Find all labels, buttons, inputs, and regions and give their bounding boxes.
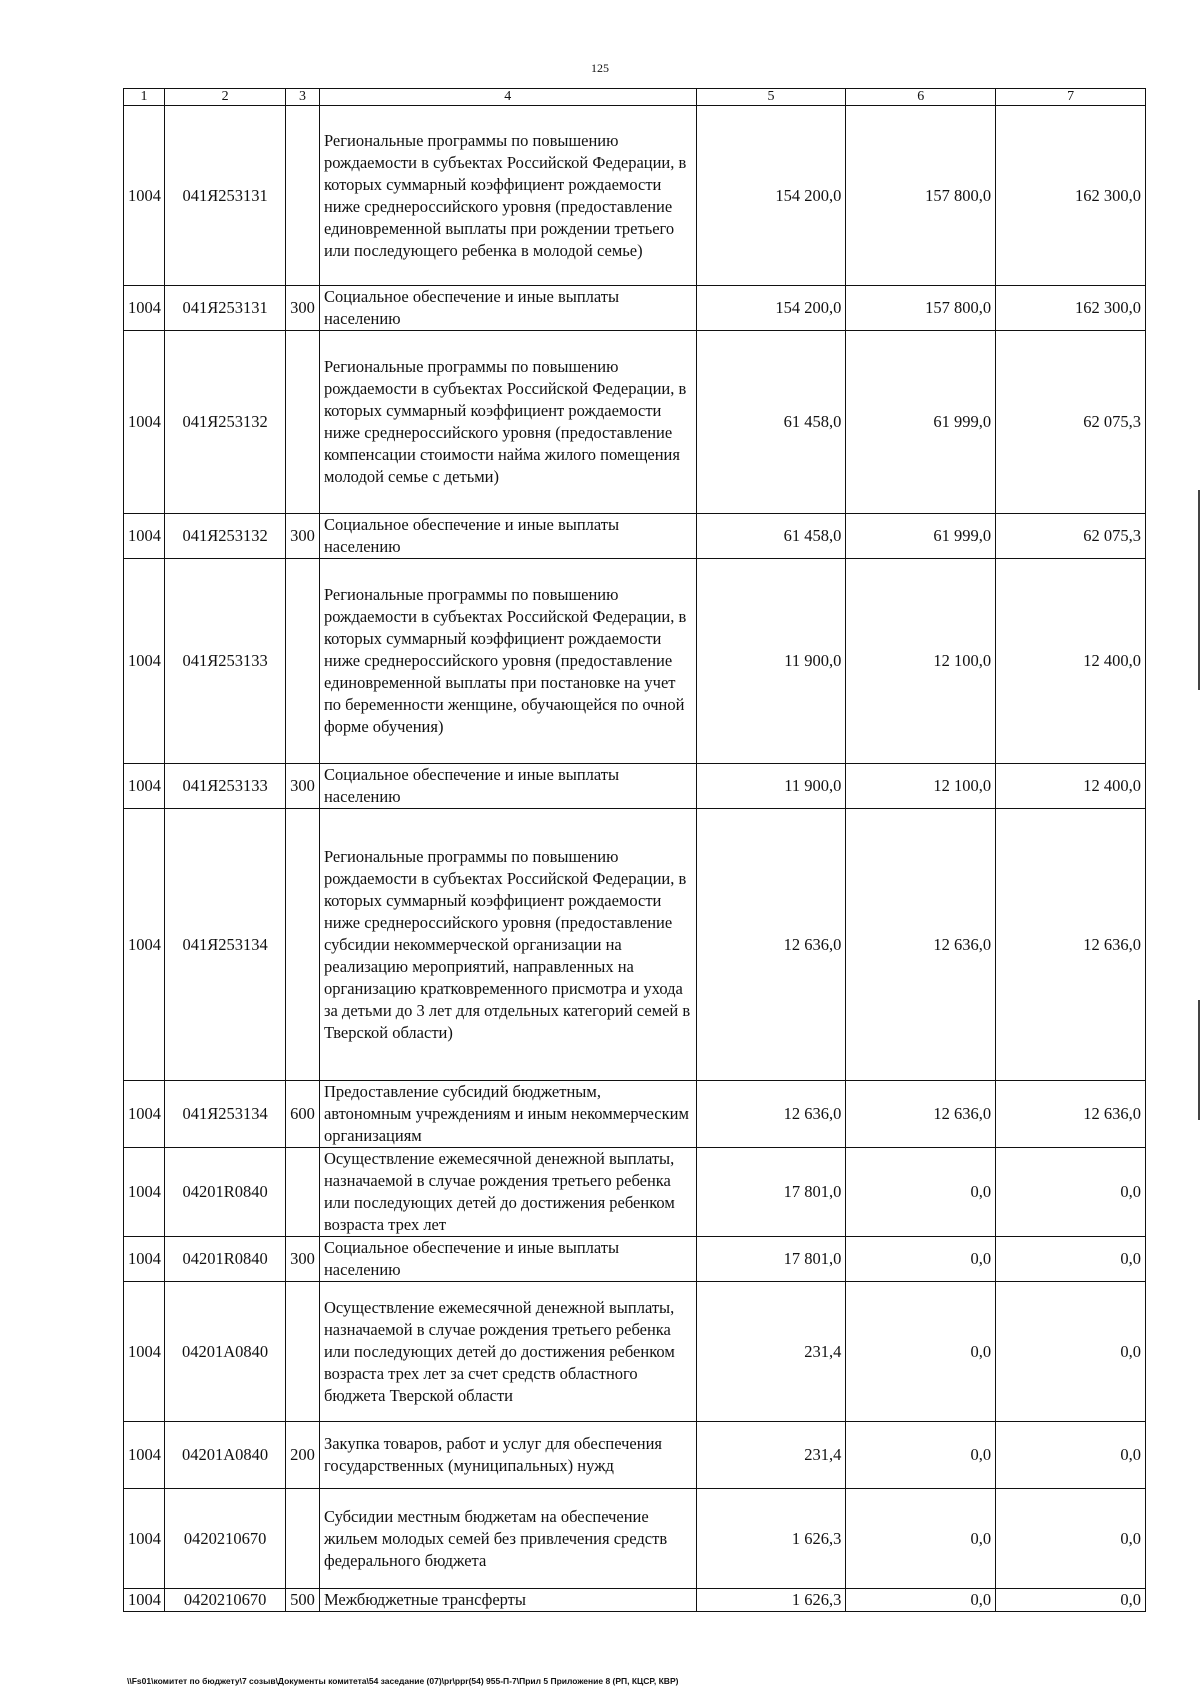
section-code: 1004 <box>124 764 165 809</box>
expense-type-code: 200 <box>286 1422 320 1489</box>
item-description: Социальное обеспечение и иные выплаты населению <box>319 286 696 331</box>
expense-type-code <box>286 1148 320 1237</box>
table-row <box>124 1081 1146 1148</box>
table-row <box>124 1148 1146 1237</box>
amount-col7: 62 075,3 <box>996 514 1146 559</box>
amount-col7: 12 636,0 <box>996 1081 1146 1148</box>
table-row <box>124 1489 1146 1589</box>
amount-col7: 0,0 <box>996 1237 1146 1282</box>
item-description: Осуществление ежемесячной денежной выплаты, назначаемой в случае рождения третьего ребенка или последующих детей до достижения ребенком возраста трех лет за счет средств областного бюджета Тверской области <box>319 1282 696 1422</box>
expense-type-code <box>286 1489 320 1589</box>
section-code: 1004 <box>124 1589 165 1612</box>
amount-col6: 0,0 <box>846 1282 996 1422</box>
section-code: 1004 <box>124 1237 165 1282</box>
table-row <box>124 286 1146 331</box>
section-code: 1004 <box>124 1282 165 1422</box>
amount-col6: 0,0 <box>846 1237 996 1282</box>
amount-col6: 0,0 <box>846 1148 996 1237</box>
section-code: 1004 <box>124 1081 165 1148</box>
target-article-code: 041Я253131 <box>165 106 286 286</box>
budget-table <box>123 88 1146 1612</box>
item-description: Предоставление субсидий бюджетным, автономным учреждениям и иным некоммерческим организациям <box>319 1081 696 1148</box>
amount-col5: 11 900,0 <box>696 559 846 764</box>
expense-type-code: 300 <box>286 1237 320 1282</box>
amount-col5: 231,4 <box>696 1282 846 1422</box>
amount-col6: 0,0 <box>846 1422 996 1489</box>
amount-col5: 61 458,0 <box>696 331 846 514</box>
amount-col5: 12 636,0 <box>696 1081 846 1148</box>
table-row <box>124 559 1146 764</box>
amount-col7: 162 300,0 <box>996 286 1146 331</box>
amount-col7: 0,0 <box>996 1422 1146 1489</box>
expense-type-code: 300 <box>286 764 320 809</box>
column-header: 5 <box>696 89 846 106</box>
table-row <box>124 1237 1146 1282</box>
amount-col7: 162 300,0 <box>996 106 1146 286</box>
amount-col7: 0,0 <box>996 1589 1146 1612</box>
item-description: Региональные программы по повышению рождаемости в субъектах Российской Федерации, в которых суммарный коэффициент рождаемости ниже среднероссийского уровня (предоставление единовременной выплаты при постановке на учет по беременности женщине, обучающейся по очной форме обучения) <box>319 559 696 764</box>
amount-col6: 61 999,0 <box>846 331 996 514</box>
target-article-code: 041Я253134 <box>165 809 286 1081</box>
table-row <box>124 514 1146 559</box>
item-description: Социальное обеспечение и иные выплаты населению <box>319 514 696 559</box>
item-description: Осуществление ежемесячной денежной выплаты, назначаемой в случае рождения третьего ребенка или последующих детей до достижения ребенком возраста трех лет <box>319 1148 696 1237</box>
amount-col5: 12 636,0 <box>696 809 846 1081</box>
table-row <box>124 1422 1146 1489</box>
amount-col7: 0,0 <box>996 1148 1146 1237</box>
item-description: Закупка товаров, работ и услуг для обеспечения государственных (муниципальных) нужд <box>319 1422 696 1489</box>
target-article-code: 041Я253132 <box>165 331 286 514</box>
section-code: 1004 <box>124 1422 165 1489</box>
column-header: 6 <box>846 89 996 106</box>
section-code: 1004 <box>124 514 165 559</box>
amount-col6: 12 100,0 <box>846 559 996 764</box>
expense-type-code <box>286 1282 320 1422</box>
amount-col7: 12 400,0 <box>996 559 1146 764</box>
item-description: Региональные программы по повышению рождаемости в субъектах Российской Федерации, в которых суммарный коэффициент рождаемости ниже среднероссийского уровня (предоставление единовременной выплаты при рождении третьего или последующего ребенка в молодой семье) <box>319 106 696 286</box>
table-row <box>124 1589 1146 1612</box>
expense-type-code: 500 <box>286 1589 320 1612</box>
section-code: 1004 <box>124 559 165 764</box>
target-article-code: 041Я253131 <box>165 286 286 331</box>
expense-type-code <box>286 809 320 1081</box>
amount-col6: 0,0 <box>846 1589 996 1612</box>
target-article-code: 04201R0840 <box>165 1148 286 1237</box>
expense-type-code <box>286 559 320 764</box>
item-description: Социальное обеспечение и иные выплаты населению <box>319 1237 696 1282</box>
target-article-code: 041Я253132 <box>165 514 286 559</box>
target-article-code: 041Я253133 <box>165 559 286 764</box>
amount-col5: 1 626,3 <box>696 1489 846 1589</box>
target-article-code: 041Я253133 <box>165 764 286 809</box>
amount-col6: 12 100,0 <box>846 764 996 809</box>
table-row <box>124 809 1146 1081</box>
amount-col5: 154 200,0 <box>696 106 846 286</box>
column-header: 1 <box>124 89 165 106</box>
section-code: 1004 <box>124 286 165 331</box>
column-header: 4 <box>319 89 696 106</box>
amount-col6: 0,0 <box>846 1489 996 1589</box>
expense-type-code: 300 <box>286 286 320 331</box>
amount-col7: 0,0 <box>996 1282 1146 1422</box>
expense-type-code: 600 <box>286 1081 320 1148</box>
amount-col7: 12 400,0 <box>996 764 1146 809</box>
item-description: Субсидии местным бюджетам на обеспечение жильем молодых семей без привлечения средств федерального бюджета <box>319 1489 696 1589</box>
amount-col7: 12 636,0 <box>996 809 1146 1081</box>
target-article-code: 04201A0840 <box>165 1282 286 1422</box>
amount-col6: 157 800,0 <box>846 106 996 286</box>
amount-col5: 61 458,0 <box>696 514 846 559</box>
expense-type-code: 300 <box>286 514 320 559</box>
item-description: Межбюджетные трансферты <box>319 1589 696 1612</box>
section-code: 1004 <box>124 809 165 1081</box>
item-description: Региональные программы по повышению рождаемости в субъектах Российской Федерации, в которых суммарный коэффициент рождаемости ниже среднероссийского уровня (предоставление субсидии некоммерческой организации на реализацию мероприятий, направленных на организацию кратковременного присмотра и ухода за детьми до 3 лет для отдельных категорий семей в Тверской области) <box>319 809 696 1081</box>
section-code: 1004 <box>124 331 165 514</box>
target-article-code: 0420210670 <box>165 1589 286 1612</box>
column-header: 7 <box>996 89 1146 106</box>
amount-col7: 62 075,3 <box>996 331 1146 514</box>
table-row <box>124 764 1146 809</box>
amount-col6: 12 636,0 <box>846 809 996 1081</box>
amount-col5: 17 801,0 <box>696 1237 846 1282</box>
file-path-footer: \\Fs01\комитет по бюджету\7 созыв\Документы комитета\54 заседание (07)\pr\ppr(54) 955-П-7\Прил 5 Приложение 8 (РП, КЦСР, КВР) <box>127 1676 679 1686</box>
amount-col5: 17 801,0 <box>696 1148 846 1237</box>
target-article-code: 04201R0840 <box>165 1237 286 1282</box>
item-description: Региональные программы по повышению рождаемости в субъектах Российской Федерации, в которых суммарный коэффициент рождаемости ниже среднероссийского уровня (предоставление компенсации стоимости найма жилого помещения молодой семье с детьми) <box>319 331 696 514</box>
target-article-code: 04201A0840 <box>165 1422 286 1489</box>
item-description: Социальное обеспечение и иные выплаты населению <box>319 764 696 809</box>
section-code: 1004 <box>124 1489 165 1589</box>
target-article-code: 0420210670 <box>165 1489 286 1589</box>
expense-type-code <box>286 331 320 514</box>
target-article-code: 041Я253134 <box>165 1081 286 1148</box>
table-row <box>124 106 1146 286</box>
column-number-row <box>124 89 1146 106</box>
column-header: 2 <box>165 89 286 106</box>
table-row <box>124 1282 1146 1422</box>
section-code: 1004 <box>124 1148 165 1237</box>
amount-col5: 231,4 <box>696 1422 846 1489</box>
amount-col7: 0,0 <box>996 1489 1146 1589</box>
amount-col6: 157 800,0 <box>846 286 996 331</box>
amount-col6: 61 999,0 <box>846 514 996 559</box>
amount-col6: 12 636,0 <box>846 1081 996 1148</box>
section-code: 1004 <box>124 106 165 286</box>
column-header: 3 <box>286 89 320 106</box>
expense-type-code <box>286 106 320 286</box>
page-number: 125 <box>591 61 609 75</box>
amount-col5: 154 200,0 <box>696 286 846 331</box>
amount-col5: 11 900,0 <box>696 764 846 809</box>
amount-col5: 1 626,3 <box>696 1589 846 1612</box>
table-row <box>124 331 1146 514</box>
